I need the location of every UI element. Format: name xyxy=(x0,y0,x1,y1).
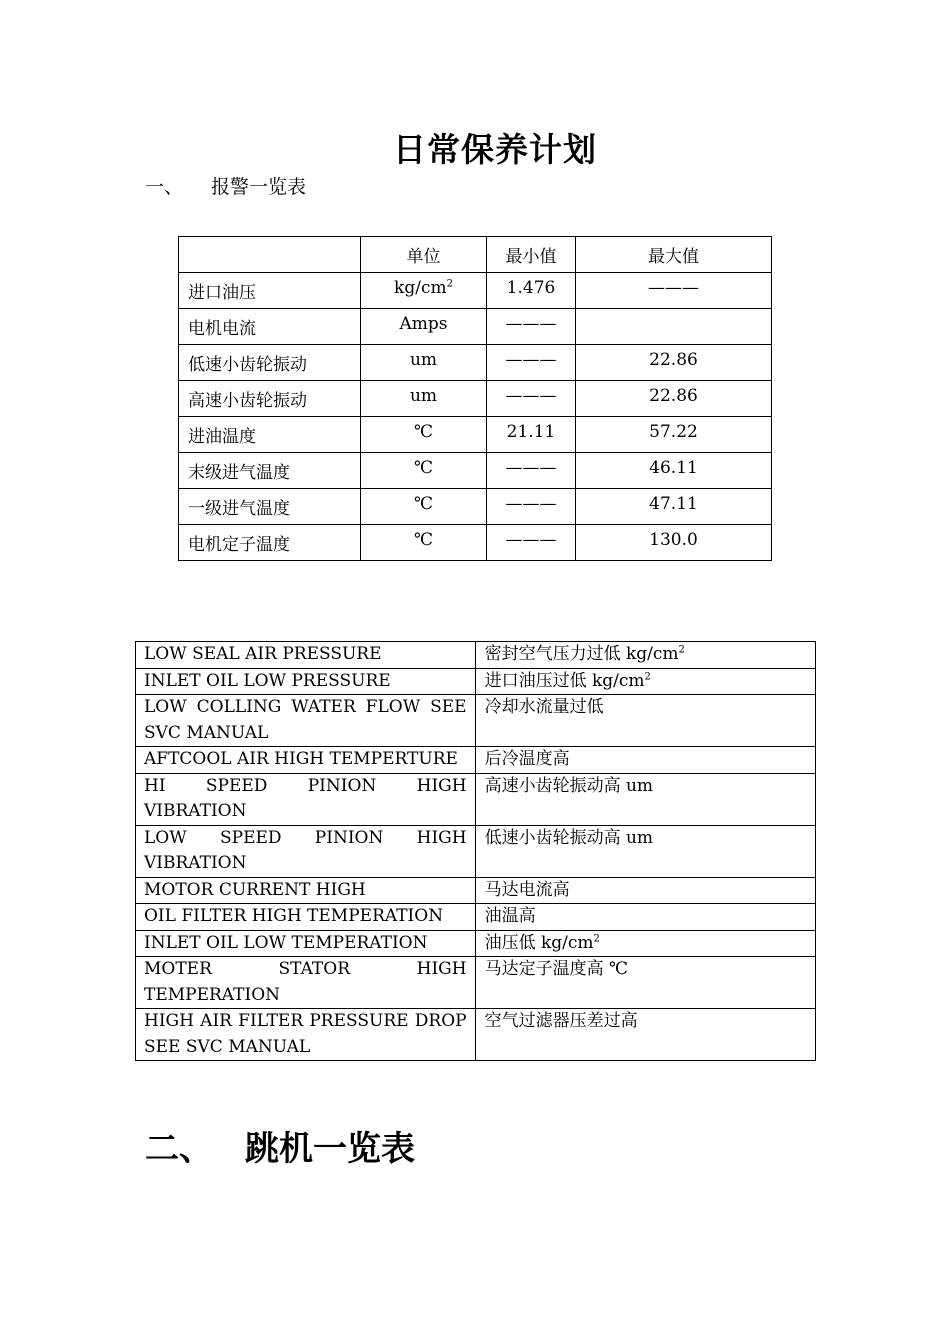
section-title: 报警一览表 xyxy=(211,176,307,198)
table-row xyxy=(136,773,816,825)
english-alarm-cell-text: LOW COLLING WATER FLOW SEE SVC MANUAL xyxy=(144,697,467,743)
chinese-alarm-cell-text: 油温高 xyxy=(484,906,536,926)
item-name-cell xyxy=(179,273,361,309)
chinese-alarm-cell xyxy=(475,1009,815,1061)
min-value-cell-text: ——— xyxy=(505,350,557,370)
english-alarm-cell-text: MOTER STATOR HIGH TEMPERATION xyxy=(144,959,467,1005)
table-row xyxy=(136,957,816,1009)
chinese-alarm-cell-text: 高速小齿轮振动高 um xyxy=(484,775,654,796)
chinese-alarm-cell xyxy=(475,668,815,695)
english-alarm-cell xyxy=(136,825,476,877)
table-row xyxy=(179,345,772,381)
chinese-alarm-cell-text: 油压低 kg/cm xyxy=(484,932,594,953)
unit-cell xyxy=(361,309,487,345)
english-alarm-cell xyxy=(136,877,476,904)
item-name-cell-text: 末级进气温度 xyxy=(188,463,290,483)
max-value-cell-text: 57.22 xyxy=(649,422,698,442)
max-value-cell xyxy=(576,345,772,381)
min-value-cell xyxy=(487,525,576,561)
item-name-cell xyxy=(179,309,361,345)
chinese-alarm-cell-text: 低速小齿轮振动高 um xyxy=(484,827,654,848)
item-name-cell-text: 电机定子温度 xyxy=(188,535,290,555)
english-alarm-cell xyxy=(136,773,476,825)
min-value-cell-text: ——— xyxy=(505,386,557,406)
table-row xyxy=(179,273,772,309)
english-alarm-cell-text: MOTOR CURRENT HIGH xyxy=(144,879,366,900)
max-value-cell xyxy=(576,309,772,345)
unit-cell-text: kg/cm xyxy=(394,278,447,298)
max-value-cell xyxy=(576,381,772,417)
english-alarm-cell-text: LOW SPEED PINION HIGH VIBRATION xyxy=(144,827,467,873)
chinese-alarm-cell-text: 冷却水流量过低 xyxy=(484,697,604,717)
superscript: 2 xyxy=(593,932,600,944)
english-alarm-cell xyxy=(136,695,476,747)
english-alarm-cell-text: AFTCOOL AIR HIGH TEMPERTURE xyxy=(144,749,458,769)
header-cell-max: 最大值 xyxy=(576,237,772,273)
unit-cell xyxy=(361,417,487,453)
section-number: 二、 xyxy=(145,1129,213,1169)
item-name-cell xyxy=(179,525,361,561)
min-value-cell-text: 1.476 xyxy=(506,278,556,298)
section-heading-2 xyxy=(145,1124,415,1174)
table-row xyxy=(136,668,816,695)
section-title: 跳机一览表 xyxy=(245,1129,415,1169)
unit-cell xyxy=(361,273,487,309)
min-value-cell-text: 21.11 xyxy=(506,422,556,442)
item-name-cell-text: 高速小齿轮振动 xyxy=(188,391,307,411)
min-value-cell xyxy=(487,345,576,381)
unit-cell-text: um xyxy=(409,386,438,406)
page-title: 日常保养计划 xyxy=(393,130,597,169)
table-row xyxy=(136,747,816,774)
item-name-cell-text: 进油温度 xyxy=(188,427,256,447)
chinese-alarm-cell-text: 马达电流高 xyxy=(484,879,570,900)
english-alarm-cell-text: HIGH AIR FILTER PRESSURE DROP SEE SVC MANUAL xyxy=(144,1011,467,1057)
max-value-cell-text: 46.11 xyxy=(649,458,698,478)
item-name-cell xyxy=(179,417,361,453)
section-number: 一、 xyxy=(145,176,184,198)
header-cell-min: 最小值 xyxy=(487,237,576,273)
unit-cell xyxy=(361,489,487,525)
superscript: 2 xyxy=(678,644,685,656)
item-name-cell-text: 一级进气温度 xyxy=(188,499,290,519)
min-value-cell-text: ——— xyxy=(505,458,557,478)
max-value-cell xyxy=(576,489,772,525)
table-row xyxy=(136,930,816,957)
item-name-cell-text: 低速小齿轮振动 xyxy=(188,355,307,375)
english-alarm-cell xyxy=(136,747,476,774)
unit-cell-text: ℃ xyxy=(413,422,434,442)
unit-cell xyxy=(361,453,487,489)
unit-cell-text: ℃ xyxy=(413,458,434,478)
table-row xyxy=(179,525,772,561)
alarm-description-table xyxy=(135,641,816,1061)
min-value-cell-text: ——— xyxy=(505,314,557,334)
header-cell-unit: 单位 xyxy=(361,237,487,273)
section-heading-1 xyxy=(145,172,306,202)
item-name-cell xyxy=(179,381,361,417)
min-value-cell xyxy=(487,489,576,525)
item-name-cell-text: 电机电流 xyxy=(188,319,256,339)
table-row xyxy=(136,904,816,931)
english-alarm-cell xyxy=(136,957,476,1009)
unit-cell-text: Amps xyxy=(399,314,448,334)
unit-cell xyxy=(361,525,487,561)
table-row xyxy=(136,1009,816,1061)
chinese-alarm-cell xyxy=(475,773,815,825)
unit-cell-text: ℃ xyxy=(413,530,434,550)
table-row xyxy=(136,825,816,877)
unit-cell xyxy=(361,345,487,381)
table-row xyxy=(136,695,816,747)
table-row xyxy=(136,642,816,669)
max-value-cell xyxy=(576,417,772,453)
english-alarm-cell-text: INLET OIL LOW TEMPERATION xyxy=(144,932,428,953)
item-name-cell-text: 进口油压 xyxy=(188,283,256,303)
superscript: 2 xyxy=(446,278,453,290)
min-value-cell xyxy=(487,309,576,345)
chinese-alarm-cell xyxy=(475,695,815,747)
table-row xyxy=(179,309,772,345)
english-alarm-cell xyxy=(136,1009,476,1061)
chinese-alarm-cell-text: 后冷温度高 xyxy=(484,749,570,769)
chinese-alarm-cell xyxy=(475,825,815,877)
superscript: 2 xyxy=(644,670,651,682)
table-row xyxy=(179,489,772,525)
table-row xyxy=(179,453,772,489)
max-value-cell xyxy=(576,273,772,309)
max-value-cell xyxy=(576,453,772,489)
chinese-alarm-cell xyxy=(475,904,815,931)
table-row xyxy=(179,381,772,417)
chinese-alarm-cell xyxy=(475,930,815,957)
english-alarm-cell-text: OIL FILTER HIGH TEMPERATION xyxy=(144,906,444,926)
table-header-row xyxy=(179,237,772,273)
chinese-alarm-cell-text: 空气过滤器压差过高 xyxy=(484,1011,638,1031)
chinese-alarm-cell-text: 密封空气压力过低 kg/cm xyxy=(484,644,679,664)
chinese-alarm-cell xyxy=(475,747,815,774)
item-name-cell xyxy=(179,489,361,525)
item-name-cell xyxy=(179,345,361,381)
min-value-cell xyxy=(487,417,576,453)
english-alarm-cell xyxy=(136,668,476,695)
unit-cell xyxy=(361,381,487,417)
english-alarm-cell xyxy=(136,642,476,669)
max-value-cell-text: 130.0 xyxy=(649,530,698,550)
max-value-cell-text: ——— xyxy=(648,278,699,298)
alarm-table xyxy=(178,236,772,561)
min-value-cell xyxy=(487,453,576,489)
english-alarm-cell-text: HI SPEED PINION HIGH VIBRATION xyxy=(144,775,467,821)
min-value-cell-text: ——— xyxy=(505,530,557,550)
item-name-cell xyxy=(179,453,361,489)
min-value-cell xyxy=(487,273,576,309)
english-alarm-cell xyxy=(136,930,476,957)
english-alarm-cell-text: INLET OIL LOW PRESSURE xyxy=(144,670,391,691)
min-value-cell-text: ——— xyxy=(505,494,557,514)
chinese-alarm-cell-text: 进口油压过低 kg/cm xyxy=(484,670,645,691)
chinese-alarm-cell xyxy=(475,877,815,904)
header-cell-item xyxy=(179,237,361,273)
unit-cell-text: um xyxy=(409,350,438,370)
max-value-cell-text: 47.11 xyxy=(649,494,698,514)
table-row xyxy=(136,877,816,904)
english-alarm-cell-text: LOW SEAL AIR PRESSURE xyxy=(144,644,382,664)
chinese-alarm-cell xyxy=(475,642,815,669)
max-value-cell xyxy=(576,525,772,561)
min-value-cell xyxy=(487,381,576,417)
unit-cell-text: ℃ xyxy=(413,494,434,514)
chinese-alarm-cell xyxy=(475,957,815,1009)
max-value-cell-text: 22.86 xyxy=(649,386,698,406)
max-value-cell-text: 22.86 xyxy=(649,350,698,370)
english-alarm-cell xyxy=(136,904,476,931)
table-row xyxy=(179,417,772,453)
chinese-alarm-cell-text: 马达定子温度高 ℃ xyxy=(484,959,628,979)
